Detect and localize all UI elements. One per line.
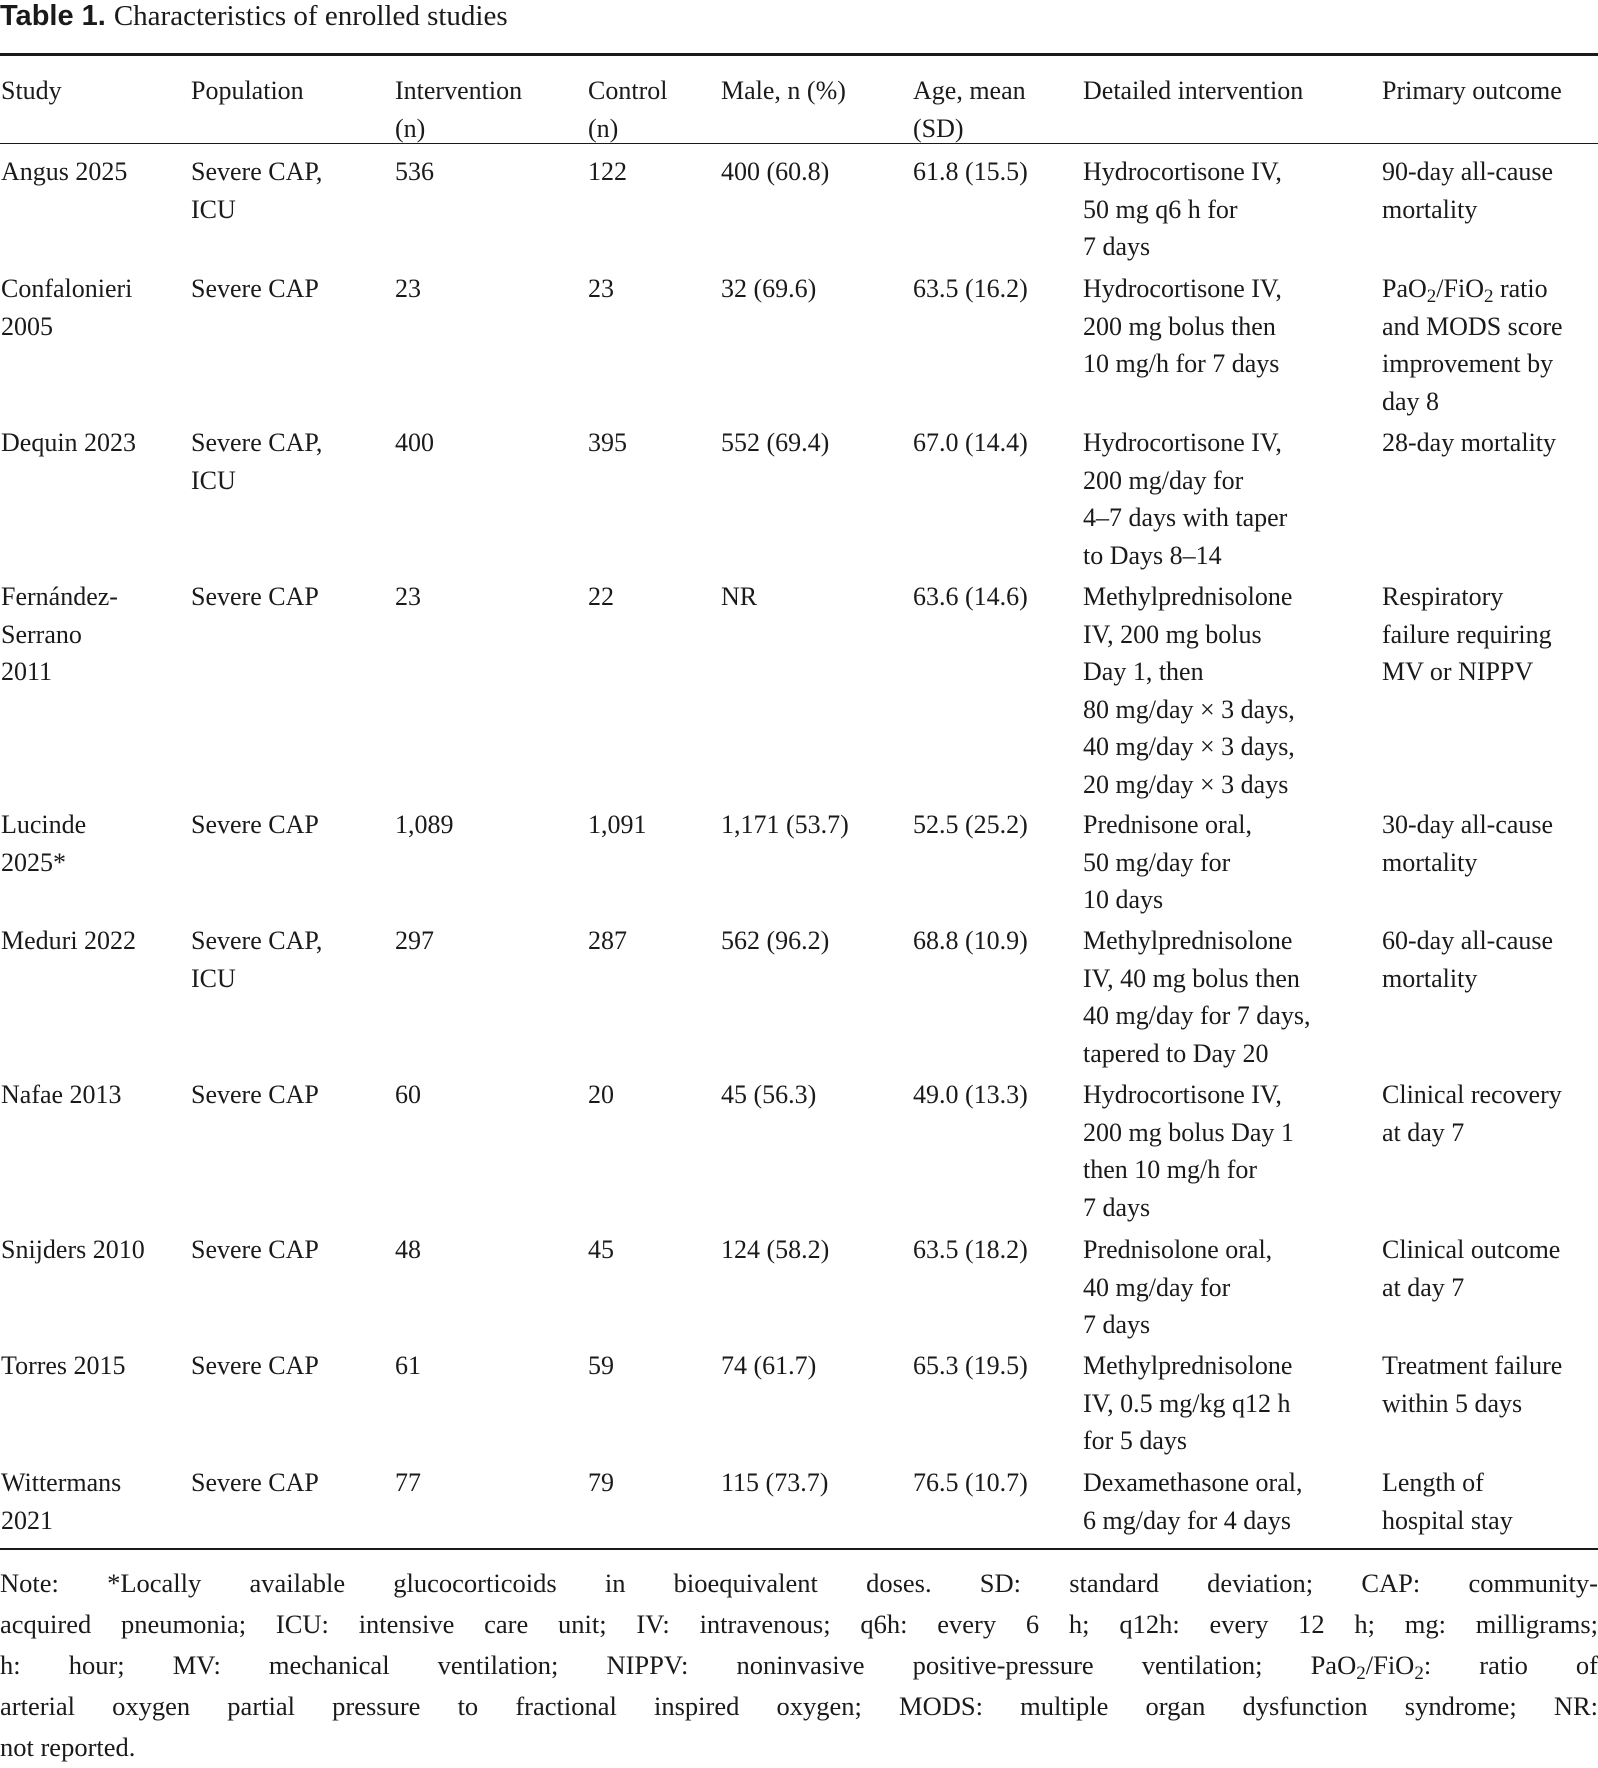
cell-control-n bbox=[588, 806, 647, 844]
header-intervention bbox=[395, 72, 522, 147]
cell-line: 7 days bbox=[1083, 232, 1151, 261]
cell-line: Hydrocortisone IV, bbox=[1083, 428, 1282, 457]
cell-age bbox=[913, 1076, 1028, 1114]
cell-line: 40 mg/day for 7 days, bbox=[1083, 1001, 1311, 1030]
cell-male bbox=[721, 270, 816, 308]
cell-line: 562 (96.2) bbox=[721, 926, 830, 955]
note-line: h: hour; MV: mechanical ventilation; NIPPV: noninvasive positive-pressure ventilation; PaO$_2$/FiO$_2$: ratio of bbox=[0, 1650, 1598, 1684]
cell-line: 6 mg/day for 4 days bbox=[1083, 1505, 1291, 1535]
cell-line: Prednisone oral, bbox=[1083, 810, 1252, 839]
cell-line: 60-day all-cause bbox=[1382, 926, 1554, 955]
cell-line: NR bbox=[721, 582, 758, 611]
cell-line: improvement by bbox=[1382, 349, 1554, 378]
cell-study bbox=[1, 270, 132, 345]
cell-line: 63.6 (14.6) bbox=[913, 582, 1028, 611]
cell-line: failure requiring bbox=[1382, 619, 1552, 649]
cell-line: Length of bbox=[1382, 1468, 1484, 1497]
cell-line: Fernández- bbox=[1, 582, 118, 611]
cell-line: Severe CAP, bbox=[191, 157, 323, 186]
cell-line: 67.0 (14.4) bbox=[913, 428, 1028, 457]
cell-line: 4–7 days with taper bbox=[1083, 503, 1288, 532]
cell-line: Clinical recovery bbox=[1382, 1080, 1562, 1109]
cell-line: Respiratory bbox=[1382, 582, 1504, 611]
cell-line: at day 7 bbox=[1382, 1272, 1465, 1302]
cell-line: IV, 200 mg bolus bbox=[1083, 619, 1262, 649]
table-note bbox=[0, 1563, 1598, 1768]
cell-line: Hydrocortisone IV, bbox=[1083, 1080, 1282, 1109]
cell-line: 48 bbox=[395, 1235, 421, 1264]
cell-control-n bbox=[588, 578, 614, 616]
cell-line: day 8 bbox=[1382, 386, 1440, 416]
cell-control-n bbox=[588, 1076, 614, 1114]
note-line: arterial oxygen partial pressure to fractional inspired oxygen; MODS: multiple organ dysfunction syndrome; NR: bbox=[0, 1691, 1598, 1721]
cell-line: 115 (73.7) bbox=[721, 1468, 829, 1497]
cell-line: 50 mg/day for bbox=[1083, 847, 1231, 877]
table-caption-title: Characteristics of enrolled studies bbox=[113, 0, 508, 32]
cell-line: mortality bbox=[1382, 194, 1478, 224]
cell-outcome bbox=[1382, 578, 1552, 691]
cell-study bbox=[1, 1464, 121, 1539]
cell-line: IV, 0.5 mg/kg q12 h bbox=[1083, 1388, 1291, 1418]
cell-control-n bbox=[588, 922, 627, 960]
cell-line: 536 bbox=[395, 157, 434, 186]
cell-line: for 5 days bbox=[1083, 1426, 1187, 1455]
cell-male bbox=[721, 578, 757, 616]
cell-control-n bbox=[588, 153, 627, 191]
cell-line: 287 bbox=[588, 926, 627, 955]
cell-line: Treatment failure bbox=[1382, 1351, 1563, 1380]
cell-male bbox=[721, 922, 829, 960]
cell-intervention-n bbox=[395, 922, 434, 960]
cell-line: then 10 mg/h for bbox=[1083, 1155, 1258, 1184]
cell-detailed bbox=[1083, 1347, 1292, 1460]
cell-outcome bbox=[1382, 1464, 1513, 1539]
cell-outcome bbox=[1382, 922, 1553, 997]
cell-study bbox=[1, 578, 118, 691]
cell-line: Severe CAP bbox=[191, 1468, 319, 1497]
cell-line: Methylprednisolone bbox=[1083, 1351, 1293, 1380]
cell-intervention-n bbox=[395, 1347, 421, 1385]
cell-line: Snijders 2010 bbox=[1, 1235, 145, 1264]
cell-age bbox=[913, 424, 1028, 462]
cell-line: 23 bbox=[395, 274, 421, 303]
cell-line: 1,089 bbox=[395, 810, 454, 839]
cell-detailed bbox=[1083, 922, 1310, 1072]
cell-line: 200 mg bolus Day 1 bbox=[1083, 1117, 1294, 1147]
cell-line: 45 (56.3) bbox=[721, 1080, 817, 1109]
cell-line: mortality bbox=[1382, 963, 1478, 993]
cell-male bbox=[721, 153, 829, 191]
table-top-rule bbox=[0, 53, 1598, 56]
cell-outcome bbox=[1382, 1231, 1560, 1306]
header-population bbox=[191, 72, 304, 110]
cell-line: Severe CAP bbox=[191, 274, 319, 303]
cell-detailed bbox=[1083, 424, 1287, 574]
cell-line: 65.3 (19.5) bbox=[913, 1351, 1028, 1380]
cell-line: Severe CAP bbox=[191, 810, 319, 839]
cell-line: 2021 bbox=[1, 1505, 53, 1535]
cell-line: 1,091 bbox=[588, 810, 647, 839]
cell-detailed bbox=[1083, 578, 1295, 803]
cell-line: 52.5 (25.2) bbox=[913, 810, 1028, 839]
cell-intervention-n bbox=[395, 1231, 421, 1269]
cell-line: 30-day all-cause bbox=[1382, 810, 1554, 839]
header-study-line: Study bbox=[1, 76, 62, 105]
cell-outcome bbox=[1382, 424, 1556, 462]
cell-detailed bbox=[1083, 806, 1252, 919]
cell-outcome bbox=[1382, 153, 1553, 228]
cell-age bbox=[913, 578, 1028, 616]
header-male bbox=[721, 72, 846, 110]
cell-line: Severe CAP, bbox=[191, 428, 323, 457]
cell-line: Clinical outcome bbox=[1382, 1235, 1561, 1264]
cell-line: Dequin 2023 bbox=[1, 428, 137, 457]
cell-line: Severe CAP bbox=[191, 1080, 319, 1109]
cell-outcome bbox=[1382, 270, 1563, 420]
cell-line: Meduri 2022 bbox=[1, 926, 137, 955]
cell-line: 400 bbox=[395, 428, 434, 457]
header-control bbox=[588, 72, 667, 147]
cell-line: to Days 8–14 bbox=[1083, 540, 1222, 570]
cell-age bbox=[913, 1347, 1028, 1385]
header-detailed-intervention bbox=[1083, 72, 1303, 110]
cell-population bbox=[191, 806, 319, 844]
cell-line: 20 mg/day × 3 days bbox=[1083, 769, 1289, 799]
cell-line: 32 (69.6) bbox=[721, 274, 817, 303]
header-age-line: Age, mean bbox=[913, 76, 1026, 105]
cell-outcome bbox=[1382, 1076, 1562, 1151]
table-header-rule bbox=[0, 143, 1598, 144]
cell-line: 59 bbox=[588, 1351, 614, 1380]
table-caption bbox=[0, 0, 508, 36]
note-line: Note: *Locally available glucocorticoids in bioequivalent doses. SD: standard deviation; CAP: community- bbox=[0, 1568, 1598, 1598]
cell-line: 40 mg/day for bbox=[1083, 1272, 1231, 1302]
cell-line: hospital stay bbox=[1382, 1505, 1513, 1535]
cell-line: 28-day mortality bbox=[1382, 428, 1557, 457]
cell-intervention-n bbox=[395, 578, 421, 616]
cell-control-n bbox=[588, 270, 614, 308]
header-age-line: (SD) bbox=[913, 113, 964, 143]
cell-intervention-n bbox=[395, 270, 421, 308]
cell-population bbox=[191, 922, 322, 997]
header-intervention-line: Intervention bbox=[395, 76, 523, 105]
cell-line: ICU bbox=[191, 194, 236, 224]
cell-line: 40 mg/day × 3 days, bbox=[1083, 732, 1295, 761]
cell-population bbox=[191, 1076, 319, 1114]
cell-line: 49.0 (13.3) bbox=[913, 1080, 1028, 1109]
cell-male bbox=[721, 1231, 829, 1269]
cell-population bbox=[191, 153, 322, 228]
cell-age bbox=[913, 922, 1028, 960]
header-age bbox=[913, 72, 1026, 147]
cell-line: within 5 days bbox=[1382, 1388, 1523, 1418]
header-control-line: Control bbox=[588, 76, 668, 105]
cell-line: 124 (58.2) bbox=[721, 1235, 830, 1264]
cell-detailed bbox=[1083, 153, 1282, 266]
cell-age bbox=[913, 270, 1028, 308]
cell-line: 200 mg/day for bbox=[1083, 465, 1244, 495]
cell-line: 2025* bbox=[1, 847, 66, 877]
header-control-line: (n) bbox=[588, 113, 619, 143]
cell-control-n bbox=[588, 424, 627, 462]
cell-line: and MODS score bbox=[1382, 311, 1563, 341]
cell-line: Dexamethasone oral, bbox=[1083, 1468, 1303, 1497]
cell-intervention-n bbox=[395, 806, 454, 844]
cell-population bbox=[191, 424, 322, 499]
cell-line: 20 bbox=[588, 1080, 614, 1109]
cell-line: 297 bbox=[395, 926, 434, 955]
cell-line: 80 mg/day × 3 days, bbox=[1083, 694, 1295, 724]
cell-line: Nafae 2013 bbox=[1, 1080, 122, 1109]
cell-detailed bbox=[1083, 1076, 1294, 1226]
cell-line: Lucinde bbox=[1, 810, 87, 839]
cell-line: ICU bbox=[191, 963, 236, 993]
cell-age bbox=[913, 1464, 1028, 1502]
cell-line: 50 mg q6 h for bbox=[1083, 194, 1238, 224]
cell-study bbox=[1, 806, 86, 881]
cell-male bbox=[721, 1076, 816, 1114]
cell-control-n bbox=[588, 1464, 614, 1502]
cell-line: 10 days bbox=[1083, 885, 1164, 914]
cell-line: 61.8 (15.5) bbox=[913, 157, 1028, 186]
cell-line: 79 bbox=[588, 1468, 614, 1497]
cell-intervention-n bbox=[395, 153, 434, 191]
header-primary-outcome bbox=[1382, 72, 1562, 110]
cell-line: Torres 2015 bbox=[1, 1351, 126, 1380]
cell-line: MV or NIPPV bbox=[1382, 657, 1534, 686]
cell-line: 90-day all-cause bbox=[1382, 157, 1554, 186]
cell-age bbox=[913, 153, 1028, 191]
cell-line: 2005 bbox=[1, 311, 53, 341]
cell-line: 60 bbox=[395, 1080, 421, 1109]
cell-line: Methylprednisolone bbox=[1083, 926, 1293, 955]
cell-population bbox=[191, 1464, 319, 1502]
header-male-line: Male, n (%) bbox=[721, 76, 846, 105]
cell-population bbox=[191, 1231, 319, 1269]
cell-line: 61 bbox=[395, 1351, 421, 1380]
cell-line: Severe CAP bbox=[191, 582, 319, 611]
cell-line: 2011 bbox=[1, 657, 53, 686]
cell-line: at day 7 bbox=[1382, 1117, 1465, 1147]
cell-outcome bbox=[1382, 1347, 1562, 1422]
cell-study bbox=[1, 1076, 122, 1114]
cell-male bbox=[721, 1464, 828, 1502]
cell-line: 63.5 (16.2) bbox=[913, 274, 1028, 303]
note-line: acquired pneumonia; ICU: intensive care unit; IV: intravenous; q6h: every 6 h; q12h: every 12 h; mg: milligrams; bbox=[0, 1609, 1598, 1639]
cell-line: 76.5 (10.7) bbox=[913, 1468, 1028, 1497]
cell-line: 7 days bbox=[1083, 1310, 1151, 1339]
cell-intervention-n bbox=[395, 424, 434, 462]
cell-line: ICU bbox=[191, 465, 236, 495]
cell-line: 74 (61.7) bbox=[721, 1351, 817, 1380]
table-caption-label: Table 1. bbox=[0, 0, 106, 32]
cell-line: 122 bbox=[588, 157, 627, 186]
cell-detailed bbox=[1083, 1231, 1272, 1344]
cell-line: 10 mg/h for 7 days bbox=[1083, 349, 1280, 378]
cell-line: Day 1, then bbox=[1083, 657, 1204, 686]
note-line: not reported. bbox=[0, 1732, 136, 1762]
cell-line: 23 bbox=[395, 582, 421, 611]
cell-male bbox=[721, 1347, 816, 1385]
header-primary-outcome-line: Primary outcome bbox=[1382, 76, 1562, 105]
header-study bbox=[1, 72, 62, 110]
cell-detailed bbox=[1083, 1464, 1302, 1539]
cell-line: Angus 2025 bbox=[1, 157, 128, 186]
cell-control-n bbox=[588, 1231, 614, 1269]
cell-population bbox=[191, 1347, 319, 1385]
header-population-line: Population bbox=[191, 76, 304, 105]
cell-line: 68.8 (10.9) bbox=[913, 926, 1028, 955]
cell-line: 400 (60.8) bbox=[721, 157, 830, 186]
cell-line: Hydrocortisone IV, bbox=[1083, 157, 1282, 186]
cell-outcome bbox=[1382, 806, 1553, 881]
cell-line: Wittermans bbox=[1, 1468, 122, 1497]
cell-line: 200 mg bolus then bbox=[1083, 311, 1276, 341]
cell-line: 23 bbox=[588, 274, 614, 303]
cell-line: mortality bbox=[1382, 847, 1478, 877]
cell-study bbox=[1, 1347, 126, 1385]
cell-line: 77 bbox=[395, 1468, 421, 1497]
cell-line: 1,171 (53.7) bbox=[721, 810, 849, 839]
cell-line: Confalonieri bbox=[1, 274, 133, 303]
cell-line: PaO$_2$/FiO$_2$ ratio bbox=[1382, 274, 1548, 307]
cell-line: Severe CAP, bbox=[191, 926, 323, 955]
cell-line: Methylprednisolone bbox=[1083, 582, 1293, 611]
cell-line: Severe CAP bbox=[191, 1235, 319, 1264]
cell-intervention-n bbox=[395, 1464, 421, 1502]
cell-line: Severe CAP bbox=[191, 1351, 319, 1380]
cell-male bbox=[721, 806, 849, 844]
cell-male bbox=[721, 424, 829, 462]
cell-study bbox=[1, 424, 136, 462]
cell-study bbox=[1, 922, 136, 960]
header-intervention-line: (n) bbox=[395, 113, 426, 143]
table-bottom-rule bbox=[0, 1548, 1598, 1550]
cell-line: 45 bbox=[588, 1235, 614, 1264]
cell-study bbox=[1, 1231, 145, 1269]
cell-line: Serrano bbox=[1, 619, 82, 649]
cell-population bbox=[191, 270, 319, 308]
cell-line: Prednisolone oral, bbox=[1083, 1235, 1273, 1264]
cell-line: 63.5 (18.2) bbox=[913, 1235, 1028, 1264]
cell-line: 552 (69.4) bbox=[721, 428, 830, 457]
cell-study bbox=[1, 153, 127, 191]
cell-intervention-n bbox=[395, 1076, 421, 1114]
cell-line: 22 bbox=[588, 582, 614, 611]
header-detailed-intervention-line: Detailed intervention bbox=[1083, 76, 1304, 105]
cell-line: Hydrocortisone IV, bbox=[1083, 274, 1282, 303]
cell-line: 395 bbox=[588, 428, 627, 457]
cell-detailed bbox=[1083, 270, 1282, 383]
cell-population bbox=[191, 578, 319, 616]
cell-line: 7 days bbox=[1083, 1192, 1151, 1222]
cell-age bbox=[913, 806, 1028, 844]
cell-line: IV, 40 mg bolus then bbox=[1083, 963, 1300, 993]
cell-control-n bbox=[588, 1347, 614, 1385]
cell-age bbox=[913, 1231, 1028, 1269]
cell-line: tapered to Day 20 bbox=[1083, 1038, 1269, 1068]
